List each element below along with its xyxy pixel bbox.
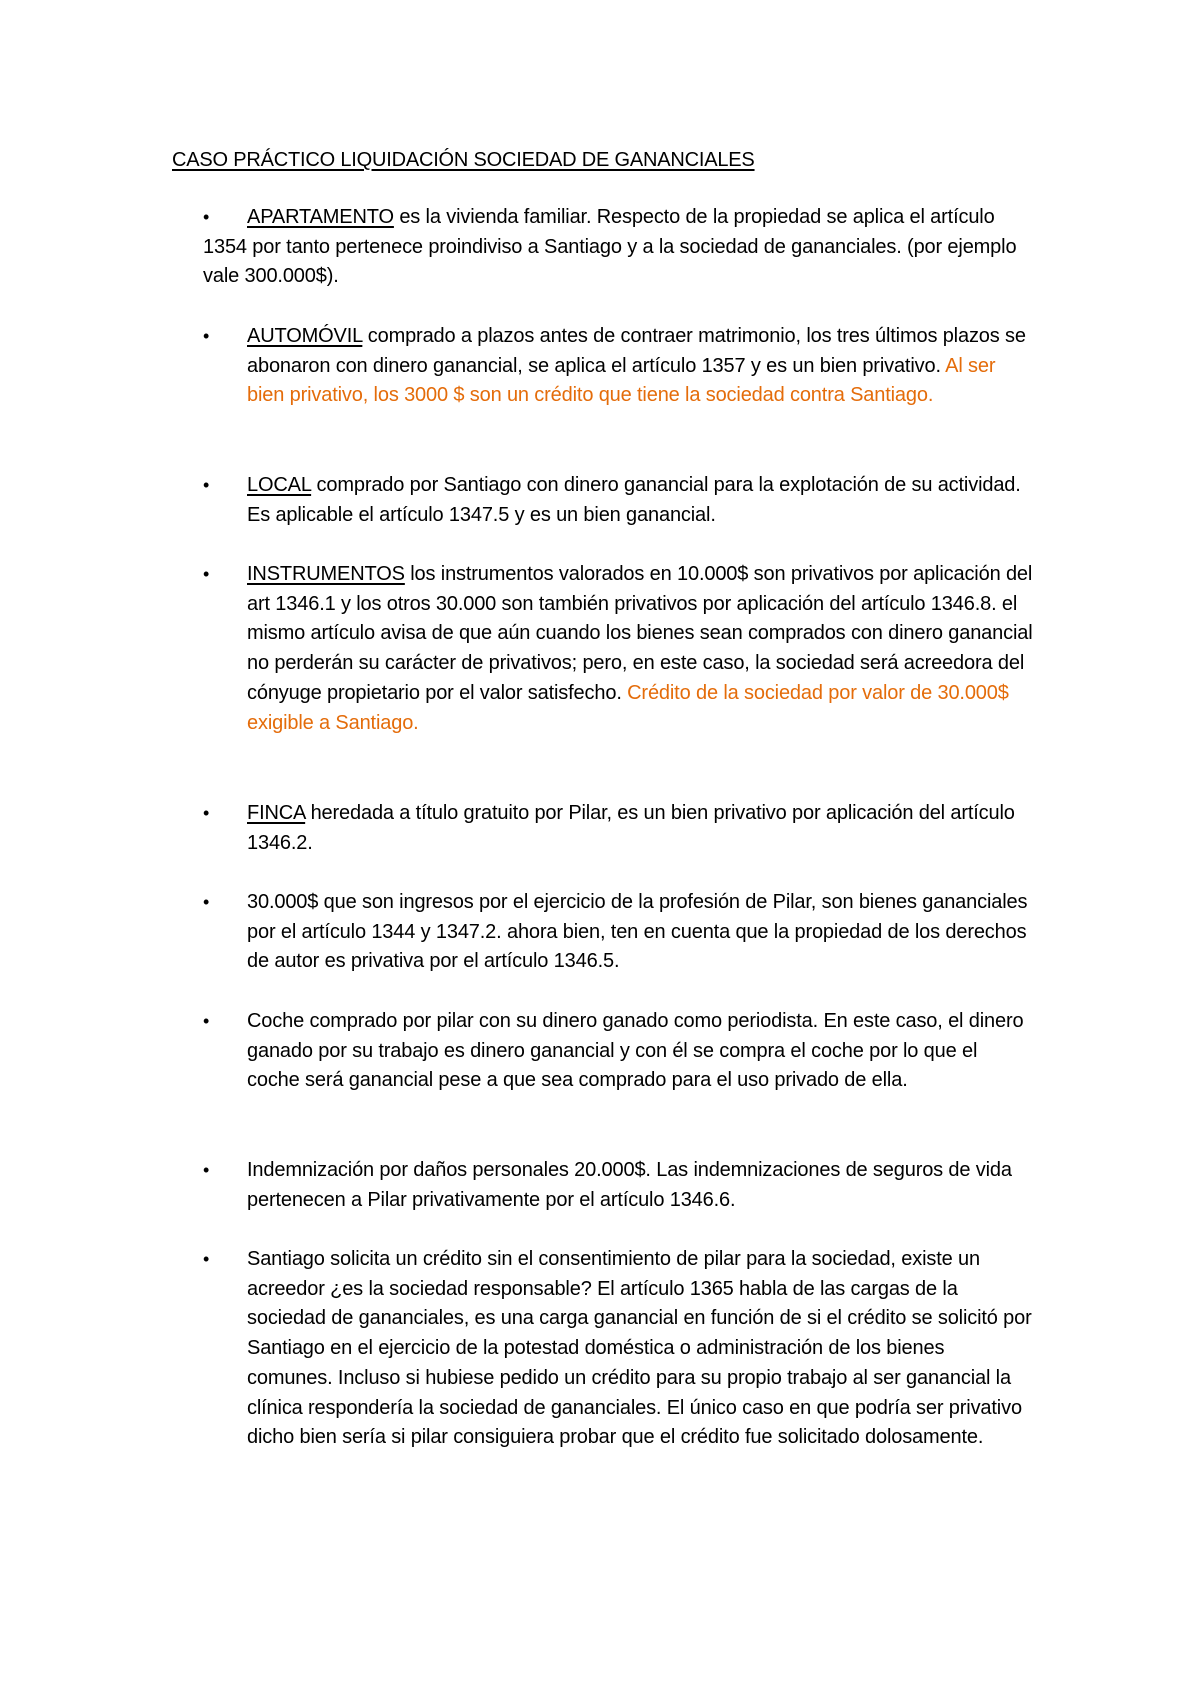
list-item-credito — [203, 1245, 1033, 1453]
item-heading: LOCAL — [247, 474, 312, 496]
list-item-text — [247, 1156, 1033, 1215]
list-item-text — [247, 471, 1033, 530]
bullet-icon: • — [203, 1160, 210, 1180]
list-item-text — [247, 1007, 1033, 1096]
item-body: es la vivienda familiar. Respecto de la propiedad se aplica el artículo 1354 por tanto pertenece proindiviso a Santiago y a la sociedad de gananciales. (por ejemplo vale 300.000$). — [203, 206, 1017, 288]
list-item-text — [247, 560, 1033, 738]
item-heading: FINCA — [247, 802, 306, 824]
list-item-local — [203, 471, 1033, 530]
list-item-text — [247, 322, 1033, 411]
item-body: Indemnización por daños personales 20.000$. Las indemnizaciones de seguros de vida pertenecen a Pilar privativamente por el artículo 1346.6. — [247, 1159, 1012, 1211]
bullet-icon: • — [203, 475, 210, 495]
item-heading: INSTRUMENTOS — [247, 563, 405, 585]
list-item-text — [247, 1245, 1033, 1453]
list-item-instrumentos — [203, 560, 1033, 738]
item-body: comprado a plazos antes de contraer matrimonio, los tres últimos plazos se abonaron con dinero ganancial, se aplica el artículo 1357 y es un bien privativo. — [247, 325, 1026, 377]
bullet-icon: • — [203, 564, 210, 584]
list-item-indemnizacion — [203, 1156, 1033, 1215]
list-item-ingresos — [203, 888, 1033, 977]
list-item-finca — [203, 799, 1033, 858]
list-item-text — [203, 203, 1033, 292]
list-item-text — [247, 888, 1033, 977]
bullet-icon: • — [203, 1011, 210, 1031]
list-item-automovil — [203, 322, 1033, 411]
item-body: Santiago solicita un crédito sin el consentimiento de pilar para la sociedad, existe un acreedor ¿es la sociedad responsable? El artículo 1365 habla de las cargas de la sociedad de gananciales, es una carga ganancial en función de si el crédito se solicitó por Santiago en el ejercicio de la potestad doméstica o administración de los bienes comunes. Incluso si hubiese pedido un crédito para su propio trabajo al ser ganancial la clínica respondería la sociedad de gananciales. El único caso en que podría ser privativo dicho bien sería si pilar consiguiera probar que el crédito fue solicitado dolosamente. — [247, 1248, 1032, 1449]
item-accent-note: Al ser bien privativo, los 3000 $ son un crédito que tiene la sociedad contra Santiago. — [247, 354, 996, 407]
bullet-icon: • — [203, 1249, 210, 1269]
list-item-text — [247, 799, 1033, 858]
item-body: 30.000$ que son ingresos por el ejercicio de la profesión de Pilar, son bienes gananciales por el artículo 1344 y 1347.2. ahora bien, ten en cuenta que la propiedad de los derechos de autor es privativa por el artículo 1346.5. — [247, 891, 1028, 973]
bullet-icon: • — [203, 892, 210, 912]
item-accent-note: Crédito de la sociedad por valor de 30.000$ exigible a Santiago. — [247, 681, 1009, 734]
item-body: los instrumentos valorados en 10.000$ son privativos por aplicación del art 1346.1 y los otros 30.000 son también privativos por aplicación del artículo 1346.8. el mismo artículo avisa de que aún cuando los bienes sean comprados con dinero ganancial no perderán su carácter de privativos; pero, en este caso, la sociedad será acreedora del cónyuge propietario por el valor satisfecho. — [247, 563, 1033, 704]
item-heading: AUTOMÓVIL — [247, 325, 363, 347]
item-body: heredada a título gratuito por Pilar, es un bien privativo por aplicación del artículo 1346.2. — [247, 802, 1015, 854]
document-title: CASO PRÁCTICO LIQUIDACIÓN SOCIEDAD DE GANANCIALES — [172, 149, 755, 171]
item-heading: APARTAMENTO — [247, 206, 394, 228]
bullet-icon: • — [203, 326, 210, 346]
list-item-apartamento — [203, 203, 1033, 292]
bullet-icon: • — [203, 207, 210, 227]
bullet-icon: • — [203, 803, 210, 823]
item-body: comprado por Santiago con dinero ganancial para la explotación de su actividad. Es aplicable el artículo 1347.5 y es un bien ganancial. — [247, 474, 1021, 526]
list-item-coche — [203, 1007, 1033, 1096]
item-body: Coche comprado por pilar con su dinero ganado como periodista. En este caso, el dinero ganado por su trabajo es dinero ganancial y con él se compra el coche por lo que el coche será ganancial pese a que sea comprado para el uso privado de ella. — [247, 1010, 1024, 1092]
